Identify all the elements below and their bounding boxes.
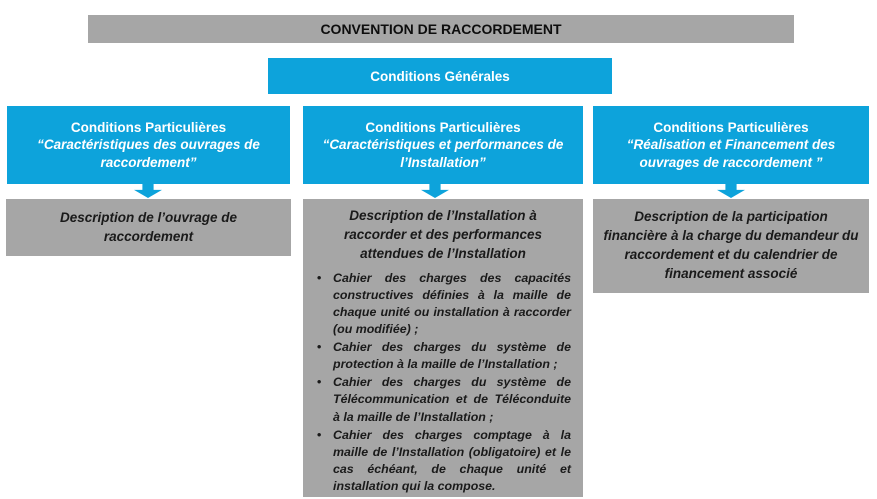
bullet-text: Cahier des charges des capacités constructives définies à la maille de chaque unité ou installation à raccorder (ou modifiée) ; [333,270,571,336]
bullet-marker-icon: • [317,270,322,285]
down-arrow-icon [421,184,449,198]
description-text-3: Description de la participation financière à la charge du demandeur du raccordement et du calendrier de financement associé [603,209,859,281]
bullet-text: Cahier des charges comptage à la maille de l’Installation (obligatoire) et le cas échéant, de chaque unité et installation qui la compose. [333,427,571,493]
bullet-text: Cahier des charges du système de protection à la maille de l’Installation ; [333,340,571,372]
cp-title-1: Conditions Particulières [70,119,227,135]
title-banner [88,15,794,43]
bullet-item [313,374,573,425]
conditions-generales-box [268,58,612,94]
diagram-title: CONVENTION DE RACCORDEMENT [320,21,562,37]
conditions-generales-label: Conditions Générales [370,68,510,84]
description-box-3 [593,199,869,293]
cp-title-3: Conditions Particulières [653,119,809,135]
bullet-item [313,270,573,338]
cp-title-2: Conditions Particulières [365,119,521,135]
cp-subtitle-1: “Caractéristiques des ouvrages de raccordement” [37,137,260,170]
description-box-2 [303,199,583,497]
cp-subtitle-3: “Réalisation et Financement des ouvrages de raccordement ” [626,137,836,170]
description-box-1 [6,199,291,256]
down-arrow-icon [134,184,162,198]
bullet-marker-icon: • [317,340,322,355]
bullet-marker-icon: • [317,427,322,442]
description-text-1: Description de l’ouvrage de raccordement [59,209,238,244]
conditions-particulieres-box-1 [7,106,290,184]
bullet-marker-icon: • [317,375,322,390]
down-arrow-icon [717,184,745,198]
cp-subtitle-2: “Caractéristiques et performances de l’Installation” [322,137,564,170]
conditions-particulieres-box-2 [303,106,583,184]
bullet-item [313,427,573,495]
bullet-item [313,339,573,373]
conditions-particulieres-box-3 [593,106,869,184]
description-text-2: Description de l’Installation à raccorder et des performances attendues de l’Installation [343,208,543,261]
bullet-text: Cahier des charges du système de Télécommunication et de Téléconduite à la maille de l’Installation ; [333,375,571,424]
bullet-list [313,270,573,495]
